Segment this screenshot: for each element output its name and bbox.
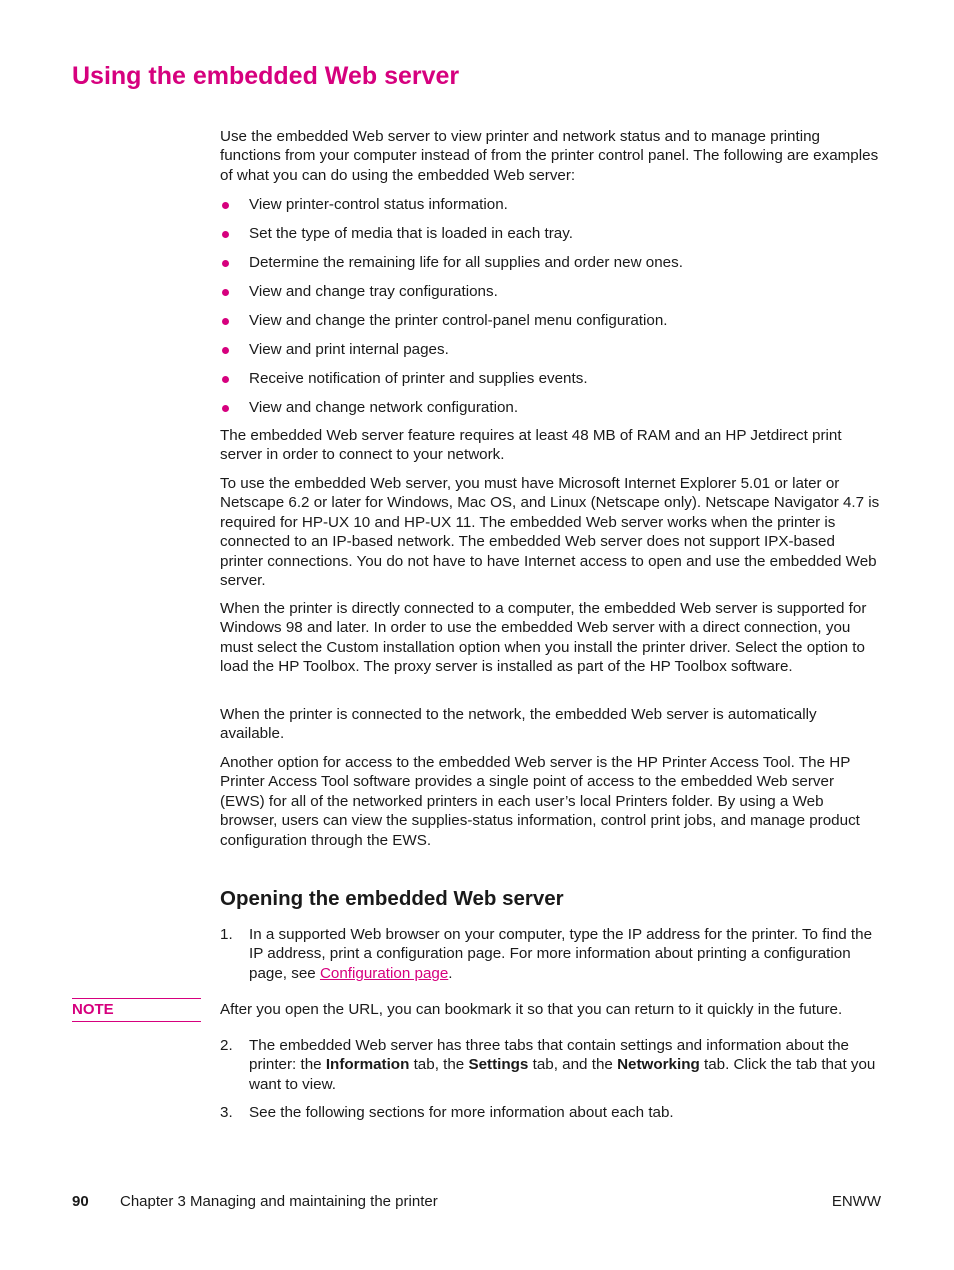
direct-connection-paragraph: When the printer is directly connected to a computer, the embedded Web server is supported for Windows 98 and later. In order to use the embedded Web server with a direct connection, you must select the Custom installation option when you install the printer driver. Select the option to load the HP Toolbox. The proxy server is installed as part of the HP Toolbox software. bbox=[220, 600, 867, 676]
list-item: View and print internal pages. bbox=[220, 340, 882, 359]
bullet-icon bbox=[222, 231, 229, 238]
bullet-icon bbox=[222, 289, 229, 296]
bullet-icon bbox=[222, 347, 229, 354]
section-heading: Opening the embedded Web server bbox=[220, 887, 564, 910]
step-number: 1. bbox=[220, 926, 233, 943]
configuration-page-link[interactable]: Configuration page bbox=[319, 964, 449, 982]
step-1: 1. In a supported Web browser on your computer, type the IP address for the printer. To find the IP address, print a configuration page. For more information about printing a configuration page, see Configuration page. bbox=[220, 926, 873, 982]
bullet-icon bbox=[222, 376, 229, 383]
bullet-icon bbox=[222, 318, 229, 325]
bullet-icon bbox=[222, 202, 229, 209]
network-connection-paragraph: When the printer is connected to the network, the embedded Web server is automatically available. bbox=[220, 706, 817, 743]
list-item: View printer-control status information. bbox=[220, 195, 882, 214]
list-item: Receive notification of printer and supplies events. bbox=[220, 369, 882, 388]
page-number: 90 bbox=[72, 1193, 89, 1210]
list-item: View and change the printer control-panel menu configuration. bbox=[220, 311, 882, 330]
chapter-title: Chapter 3 Managing and maintaining the printer bbox=[120, 1193, 438, 1210]
ram-requirement-paragraph: The embedded Web server feature requires at least 48 MB of RAM and an HP Jetdirect print server in order to connect to your network. bbox=[220, 427, 842, 464]
networking-tab-name: Networking bbox=[617, 1056, 700, 1074]
settings-tab-name: Settings bbox=[468, 1056, 529, 1074]
list-item: View and change network configuration. bbox=[220, 398, 882, 417]
list-item: Determine the remaining life for all supplies and order new ones. bbox=[220, 253, 882, 272]
list-item: View and change tray configurations. bbox=[220, 282, 882, 301]
feature-list bbox=[220, 195, 882, 427]
step-number: 3. bbox=[220, 1104, 233, 1121]
list-item: Set the type of media that is loaded in each tray. bbox=[220, 224, 882, 243]
step-number: 2. bbox=[220, 1037, 233, 1054]
page-title: Using the embedded Web server bbox=[72, 62, 460, 90]
bullet-icon bbox=[222, 405, 229, 412]
bullet-icon bbox=[222, 260, 229, 267]
locale-code: ENWW bbox=[831, 1193, 881, 1210]
information-tab-name: Information bbox=[325, 1056, 410, 1074]
browser-requirement-paragraph: To use the embedded Web server, you must have Microsoft Internet Explorer 5.01 or later or Netscape 6.2 or later for Windows, Mac OS, and Linux (Netscape only). Netscape Navigator 4.7 is required for HP-UX 10 and HP-UX 11. The embedded Web server works when the printer is connected to an IP-based network. The embedded Web server does not support IPX-based printer connections. You do not have to have Internet access to open and use the embedded Web server. bbox=[220, 475, 880, 590]
access-tool-paragraph: Another option for access to the embedded Web server is the HP Printer Access Tool. The HP Printer Access Tool software provides a single point of access to the embedded Web server (EWS) for all of the networked printers in each user’s local Printers folder. By using a Web browser, users can view the supplies-status information, control print jobs, and manage product configuration through the EWS. bbox=[220, 754, 860, 849]
note-label: NOTE bbox=[72, 998, 201, 1022]
step-3: 3. See the following sections for more information about each tab. bbox=[220, 1104, 674, 1121]
step-2: 2. The embedded Web server has three tabs that contain settings and information about the printer: the Information tab, the Settings tab, and the Networking tab. Click the tab that you want to view. bbox=[220, 1037, 876, 1093]
note-text: After you open the URL, you can bookmark it so that you can return to it quickly in the future. bbox=[220, 1001, 843, 1018]
intro-paragraph: Use the embedded Web server to view printer and network status and to manage printing functions from your computer instead of from the printer control panel. The following are examples of what you can do using the embedded Web server: bbox=[220, 128, 879, 184]
